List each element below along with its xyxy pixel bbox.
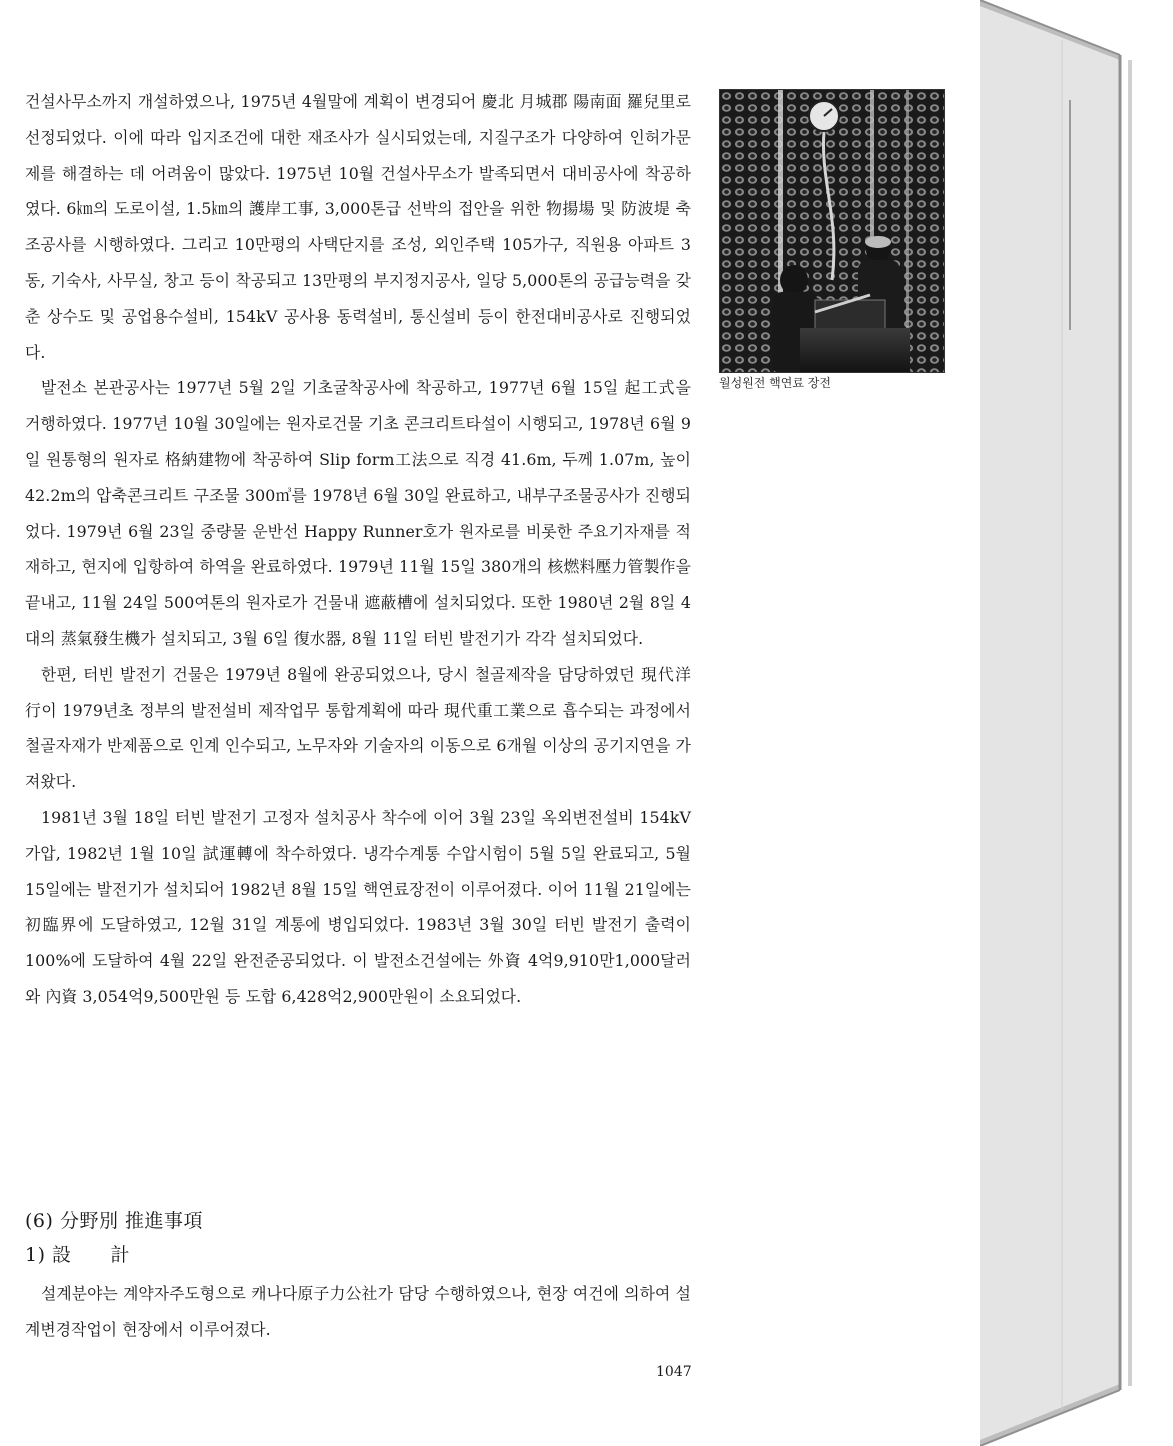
page-number: 1047 — [656, 1364, 692, 1380]
subsection-heading: 1) 設 計 — [25, 1244, 131, 1266]
section-paragraph: 설계분야는 계약자주도형으로 캐나다原子力公社가 담당 수행하였으나, 현장 여건에 의하여 설계변경작업이 현장에서 이루어졌다. — [25, 1284, 691, 1339]
paragraph-4: 1981년 3월 18일 터빈 발전기 고정자 설치공사 착수에 이어 3월 23일 옥외변전설비 154kV가압, 1982년 1월 10일 試運轉에 착수하였다. 냉각수계통 수압시험이 5월 5일 완료되고, 5월 15일에는 발전기가 설치되어 1982년 8월 15일 핵연료장전이 이루어졌다. 이어 11월 21일에는 初臨界에 도달하였고, 12월 31일 계통에 병입되었다. 1983년 3월 30일 터빈 발전기 출력이 100%에 도달하여 4월 22일 완전준공되었다. 이 발전소건설에는 外資 4억9,910만1,000달러와 內資 3,054억9,500만원 등 도합 6,428억2,900만원이 소요되었다. — [25, 807, 691, 1006]
paragraph-1: 건설사무소까지 개설하였으나, 1975년 4월말에 계획이 변경되어 慶北 月城郡 陽南面 羅兒里로 선정되었다. 이에 따라 입지조건에 대한 재조사가 실시되었는데, 지질구조가 다양하여 인허가문제를 해결하는 데 어려움이 많았다. 1975년 10월 건설사무소가 발족되면서 대비공사에 착공하였다. 6㎞의 도로이설, 1.5㎞의 護岸工事, 3,000톤급 선박의 접안을 위한 物揚場 및 防波堤 축조공사를 시행하였다. 그리고 10만평의 사택단지를 조성, 외인주택 105가구, 직원용 아파트 3동, 기숙사, 사무실, 창고 등이 착공되고 13만평의 부지정지공사, 일당 5,000톤의 공급능력을 갖춘 상수도 및 공업용수설비, 154kV 공사용 동력설비, 통신설비 등이 한전대비공사로 진행되었다. — [25, 92, 691, 362]
reactor-fuel-loading-photo — [719, 89, 945, 373]
section-heading: (6) 分野別 推進事項 — [25, 1210, 203, 1232]
paragraph-3: 한편, 터빈 발전기 건물은 1979년 8월에 완공되었으나, 당시 철골제작을 담당하였던 現代洋行이 1979년초 정부의 발전설비 제작업무 통합계획에 따라 現代重工業으로 흡수되는 과정에서 철골자재가 반제품으로 인계 인수되고, 노무자와 기술자의 이동으로 6개월 이상의 공기지연을 가져왔다. — [25, 664, 691, 792]
photo-caption: 월성원전 핵연료 장전 — [719, 376, 831, 390]
body-text — [25, 84, 691, 1015]
paragraph-2: 발전소 본관공사는 1977년 5월 2일 기초굴착공사에 착공하고, 1977년 6월 15일 起工式을 거행하였다. 1977년 10월 30일에는 원자로건물 기초 콘크리트타설이 시행되고, 1978년 6월 9일 원통형의 원자로 格納建物에 착공하여 Slip form工法으로 직경 41.6m, 두께 1.07m, 높이 42.2m의 압축콘크리트 구조물 300㎥를 1978년 6월 30일 완료하고, 내부구조물공사가 진행되었다. 1979년 6월 23일 중량물 운반선 Happy Runner호가 원자로를 비롯한 주요기자재를 적재하고, 현지에 입항하여 하역을 완료하였다. 1979년 11월 15일 380개의 核燃料壓力管製作을 끝내고, 11월 24일 500여톤의 원자로가 건물내 遮蔽槽에 설치되었다. 또한 1980년 2월 8일 4대의 蒸氣發生機가 설치되고, 3월 6일 復水器, 8월 11일 터빈 발전기가 각각 설치되었다. — [25, 378, 691, 648]
book-page-edges — [980, 0, 1173, 1446]
section-text — [25, 1276, 691, 1348]
